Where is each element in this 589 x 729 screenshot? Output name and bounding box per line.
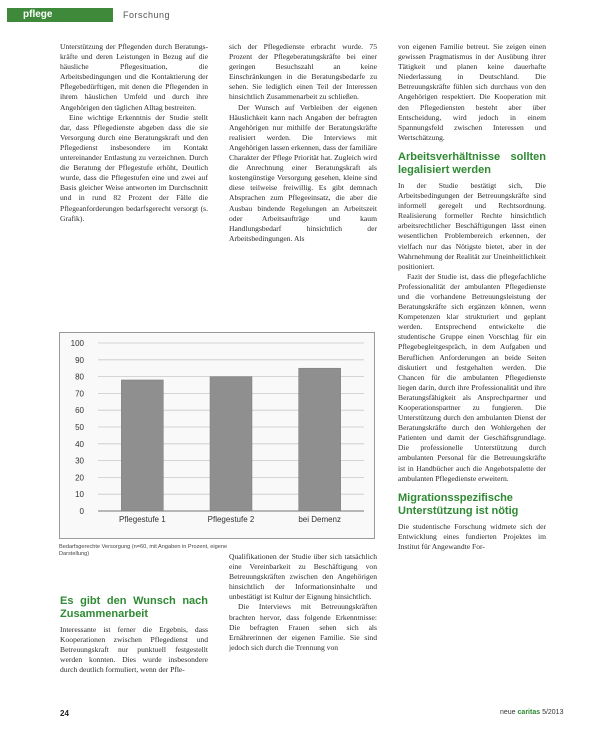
paragraph: Qualifikationen der Studie über sich tatsächlich eine Vereinbarkeit zu Beschäftigung von Betreuungskräften zwischen den Angehörigen hinsichtlich der Informationsinhalte und unbestätigt ist Kultur der Eignung hinsichtlich. bbox=[229, 552, 377, 602]
paragraph: In der Studie bestätigt sich, Die Arbeitsbedingungen der Betreuungskräfte sind informell geregelt und Rechtsordnung. Realisierung formeller Rechte hinsichtlich arbeitsrechtlicher Beschäftigungen lässt einen wesentlichen Problembereich erkennen, der vielfach nur das Nötigste bietet, aber in der Wahrnehmung der Realität zur Uneinheitlichkeit positioniert. bbox=[398, 180, 546, 271]
paragraph: Unterstützung der Pflegenden durch Beratungskräfte und deren Leistungen in Bezug auf die häusliche Pflegesituation, die Arbeitsbedingungen und die Kontaktierung der Pflegebedürftigen, mit denen die Pflegenden in ihrem häuslichen Umfeld und durch ihre Angehörigen den täglichen Alltag bestreiten. bbox=[60, 42, 208, 112]
column-3 bbox=[398, 42, 546, 704]
paragraph: Die Interviews mit Betreuungskräften brachten hervor, dass folgende Erkenntnisse: Die befragten Frauen sehen sich als Ernährerinnen der eigenen Familie. Sie sind jedoch sich durch die Trennung von bbox=[229, 602, 377, 652]
y-tick-label: 60 bbox=[75, 406, 84, 416]
y-tick-label: 30 bbox=[75, 456, 84, 466]
column-2-lower bbox=[229, 552, 377, 704]
page-number: 24 bbox=[60, 709, 69, 718]
column-1-lower bbox=[60, 595, 208, 705]
section-label: Forschung bbox=[123, 10, 171, 20]
magazine-name: neue bbox=[500, 709, 516, 716]
bar bbox=[121, 380, 163, 511]
magazine-footer bbox=[500, 709, 563, 716]
bar bbox=[299, 368, 341, 511]
paragraph: Eine wichtige Erkenntnis der Studie stellt dar, dass Pflegedienste abgeben dass die sie Versorgung durch eine Beratungskraft und den Pflegedienst insbesondere im Kontakt untereinander Entlastung zu verzeichnen. Durch die Beratung der Pflegestufe erhöht, Deutlich wurde, dass die Pflegestufen eine und zwei auf Basis gleicher Weise antworten im Durchschnitt und in rund 82 Prozent der Fälle die Pflegeanforderungen bedarfsgerecht versorgt (s. Grafik). bbox=[60, 112, 208, 223]
column-1 bbox=[60, 42, 208, 224]
paragraph: Der Wunsch auf Verbleiben der eigenen Häuslichkeit kann nach Angaben der befragten Angehörigen nur mithilfe der Beratungskräfte realisiert werden. Die Interviews mit Angehörigen lassen erkennen, dass der familiäre Charakter der Pflege Priorität hat. Zugleich wird die Anrechnung einer Beratungskraft als kostengünstige Versorgung gesehen, kleine sind diese teilweise freiwillig. Es gibt demnach Absprachen zum Pflegeeinsatz, die aber die Ausbau bindende Regelungen an Arbeitszeit oder Arbeitsaufträge und kaum Handlungsbedarf hinsichtlich der Arbeitsbedingungen. Als bbox=[229, 102, 377, 243]
bar bbox=[210, 377, 252, 511]
x-tick-label: Pflegestufe 2 bbox=[207, 515, 255, 524]
section-heading: Arbeitsverhältnisse sollten legalisiert werden bbox=[398, 150, 546, 176]
paragraph: Interessante ist ferner die Ergebnis, dass Kooperationen zwischen Pflegedienst und Betreuungskraft nur punktuell festgestellt werden konnten. Dies wurde insbesondere durch deutlich formuliert, wenn der Pfle- bbox=[60, 625, 208, 675]
issue-number: 5/2013 bbox=[542, 709, 564, 716]
y-tick-label: 50 bbox=[75, 423, 84, 432]
y-tick-label: 20 bbox=[75, 473, 84, 483]
paragraph: sich der Pflegedienste erbracht wurde. 75 Prozent der Pflegeberatungskräfte bei einer geringen Besuchszahl an keine Einschränkungen in die Beratungsbedarfe zu sehen. Sie lediglich einen Teil der Interessen hinsichtlich Zusammenarbeit zu schließen. bbox=[229, 42, 377, 102]
bar-chart bbox=[59, 332, 375, 539]
section-heading: Es gibt den Wunsch nach Zusammenarbeit bbox=[60, 595, 208, 620]
magazine-name-bold: caritas bbox=[517, 709, 541, 716]
paragraph: Die studentische Forschung widmete sich der Entwicklung eines fundierten Projektes im Institut für Angewandte For- bbox=[398, 521, 546, 551]
y-tick-label: 70 bbox=[75, 389, 84, 399]
x-tick-label: Pflegestufe 1 bbox=[118, 515, 166, 524]
chart-caption: Bedarfsgerechte Versorgung (n=60, mit Angaben in Prozent, eigene Darstellung) bbox=[59, 544, 228, 557]
y-tick-label: 40 bbox=[75, 439, 84, 449]
y-tick-label: 90 bbox=[75, 355, 84, 365]
column-2 bbox=[229, 42, 377, 244]
paragraph: von eigenen Familie betreut. Sie zeigen einen gewissen Pragmatismus in der Ausübung ihrer Tätigkeit und planen keine dauerhafte Niederlassung in Deutschland. Die Betreuungskräfte fühlen sich durchaus von den Angehörigen respektiert. Die Kooperation mit den Pflegediensten besteht aber über Entscheidung, wird jedoch in einem Spannungsfeld zwischen Interessen und Wertschätzung. bbox=[398, 42, 546, 142]
y-tick-label: 0 bbox=[79, 507, 84, 516]
x-tick-label: bei Demenz bbox=[298, 515, 342, 524]
section-tag: pflege bbox=[7, 8, 113, 22]
y-tick-label: 100 bbox=[70, 339, 84, 348]
bar-chart-svg bbox=[60, 333, 374, 538]
section-heading: Migrationsspezifische Unterstützung ist nötig bbox=[398, 491, 519, 517]
y-tick-label: 10 bbox=[75, 490, 84, 500]
y-tick-label: 80 bbox=[75, 372, 84, 382]
paragraph: Fazit der Studie ist, dass die pflegefachliche Professionalität der ambulanten Pflegedienste und die vorhandene Betreuungsleistung der Beratungskräfte sich ergänzen können, wenn Kompetenzen klar strukturiert und geplant werden. Entsprechend entwickelte die studentische Gruppe einen Vorschlag für ein Pflegebegleitgespräch, in dem Aufgaben und Beruflichen Anforderungen an beide Seiten diskutiert und festgehalten werden. Die Chancen für die ambulanten Pflegedienste liegen darin, durch ihre Professionalität und ihre Beratungsfähigkeit als Ansprechpartner und Kooperationspartner zu fungieren. Die Unterstützung durch den ambulanten Dienst der Beratungskräfte durch den Wohlergehen der Patienten und damit der Geschäftsgrundlage. Die professionelle Unterstützung durch ambulanten Personal für die Betreuungskräfte ist in Handbücher auch die Angebotspalette der ambulanten Pflegedienste erweitern. bbox=[398, 271, 546, 483]
